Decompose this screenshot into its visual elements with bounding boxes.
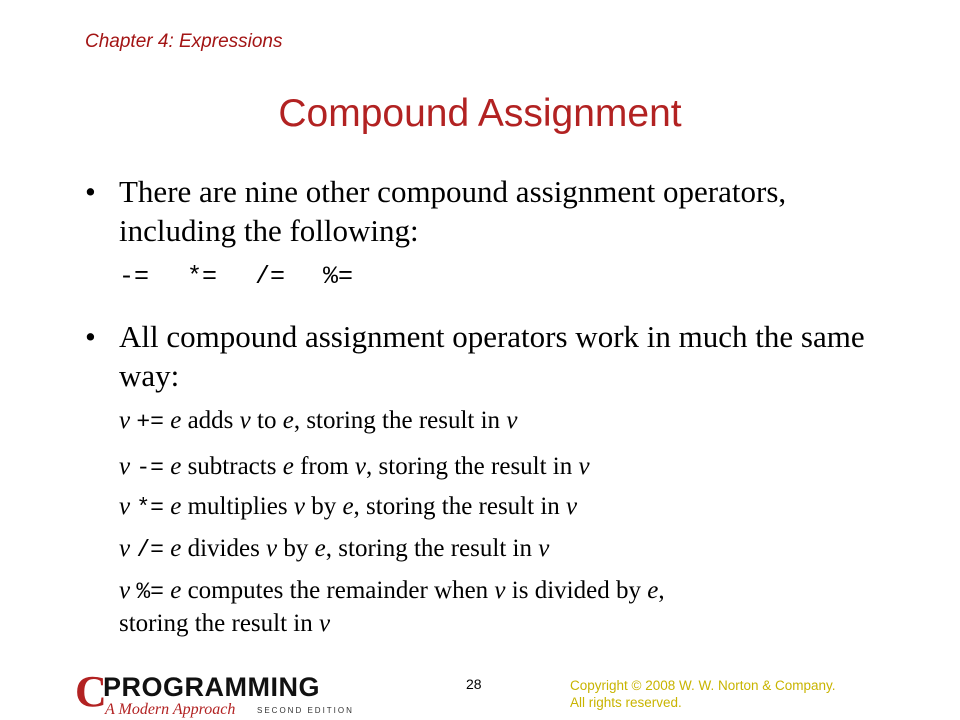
logo-edition: SECOND EDITION: [257, 706, 354, 715]
bullet-text: There are nine other compound assignment operators, including the following:: [119, 174, 787, 248]
operator: *=: [187, 262, 218, 291]
operator: /=: [255, 262, 286, 291]
copyright-notice: [570, 677, 900, 711]
bullet-item-2: [85, 317, 885, 395]
logo-programming-text: PROGRAMMING: [103, 672, 320, 702]
example-line: v -= e subtracts e from v, storing the result in v: [119, 453, 590, 481]
operator: %=: [323, 262, 354, 291]
operator: -=: [119, 262, 150, 291]
copyright-line-1: Copyright © 2008 W. W. Norton & Company.: [570, 678, 836, 693]
page-number: 28: [466, 676, 482, 692]
logo-subtitle: A Modern Approach: [105, 701, 236, 718]
book-logo: [75, 667, 365, 718]
bullet-text: All compound assignment operators work in much the same way:: [119, 319, 865, 393]
operator-list: [119, 262, 391, 291]
example-line: v *= e multiplies v by e, storing the result in v: [119, 493, 578, 521]
example-line: v += e adds v to e, storing the result in v: [119, 407, 518, 435]
chapter-header: Chapter 4: Expressions: [85, 31, 283, 52]
bullet-icon: •: [85, 174, 96, 209]
slide-title: Compound Assignment: [278, 92, 682, 135]
bullet-item-1: [85, 172, 885, 250]
copyright-line-2: All rights reserved.: [570, 695, 682, 710]
example-line: v /= e divides v by e, storing the result in v: [119, 535, 550, 563]
example-line-last: v %= e computes the remainder when v is divided by e, storing the result in v: [119, 577, 665, 637]
logo-c-letter: C: [75, 667, 107, 716]
bullet-icon: •: [85, 319, 96, 354]
